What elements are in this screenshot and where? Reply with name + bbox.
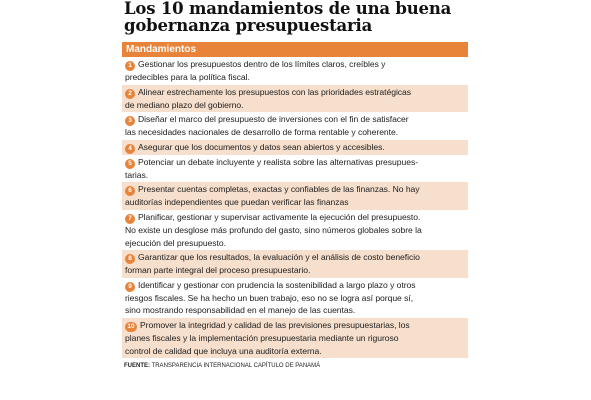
item-text-line [125, 183, 466, 196]
item-text: Diseñar el marco del presupuesto de inversiones con el fin de satisfacer [138, 114, 409, 125]
list-item [122, 155, 468, 183]
item-text-line [125, 237, 466, 250]
number-badge: 10 [125, 322, 137, 332]
item-text: ejecución del presupuesto. [125, 237, 226, 248]
item-text: Asegurar que los documentos y datos sean abiertos y accesibles. [138, 141, 385, 152]
number-badge: 2 [125, 89, 135, 99]
infographic [122, 0, 468, 370]
item-text: Potenciar un debate incluyente y realista sobre las alternativas presupues- [138, 156, 419, 167]
item-text: control de calidad que incluya una auditoría externa. [125, 345, 322, 356]
item-text: tarias. [125, 169, 149, 180]
item-text-line [125, 156, 466, 169]
source-text: TRANSPARENCIA INTERNACIONAL CAPÍTULO DE PANAMÁ [151, 363, 321, 370]
item-text-line [125, 224, 466, 237]
number-badge: 3 [125, 116, 135, 126]
number-badge: 5 [125, 159, 135, 169]
list-item [122, 318, 468, 358]
item-text: forman parte integral del proceso presupuestario. [125, 265, 311, 276]
item-text: planes fiscales y la implementación presupuestaria mediante un riguroso [125, 332, 399, 343]
list-item [122, 57, 468, 85]
number-badge: 9 [125, 282, 135, 292]
item-text-line [125, 196, 466, 209]
item-text: auditorías independientes que puedan verificar las finanzas [125, 197, 349, 208]
item-text-line [125, 71, 466, 84]
item-text: Promover la integridad y calidad de las previsiones presupuestarias, los [140, 319, 410, 330]
list-item [122, 182, 468, 210]
item-text-line [125, 58, 466, 71]
item-text-line [125, 279, 466, 292]
item-text: Planificar, gestionar y supervisar activamente la ejecución del presupuesto. [138, 211, 421, 222]
list-item [122, 85, 468, 113]
item-text: riesgos fiscales. Se ha hecho un buen trabajo, eso no se logra así porque sí, [125, 292, 414, 303]
number-badge: 8 [125, 254, 135, 264]
item-text: las necesidades nacionales de desarrollo de forma rentable y coherente. [125, 127, 399, 138]
list-item [122, 140, 468, 155]
item-text-line [125, 292, 466, 305]
item-text-line [125, 345, 466, 358]
item-text: predecibles para la política fiscal. [125, 72, 250, 82]
item-text: Identificar y gestionar con prudencia la sostenibilidad a largo plazo y otros [138, 279, 416, 290]
item-text: Garantizar que los resultados, la evaluación y el análisis de costo beneficio [138, 252, 420, 263]
item-text-line [125, 99, 466, 112]
item-text-line [125, 141, 466, 154]
section-header: Mandamientos [122, 42, 468, 57]
title-line-1: Los 10 mandamientos de una buena [124, 0, 452, 18]
item-text: No existe un desglose más profundo del gasto, sino números globales sobre la [125, 224, 422, 235]
item-text-line [125, 304, 466, 317]
commandments-list [122, 57, 468, 358]
list-item [122, 278, 468, 318]
item-text-line [125, 251, 466, 264]
item-text-line [125, 86, 466, 99]
page-title [122, 0, 468, 34]
item-text: de mediano plazo del gobierno. [125, 99, 244, 110]
list-item [122, 112, 468, 140]
item-text-line [125, 332, 466, 345]
list-item [122, 210, 468, 250]
item-text-line [125, 211, 466, 224]
item-text-line [125, 264, 466, 277]
title-line-2: gobernanza presupuestaria [124, 16, 373, 35]
item-text: Alinear estrechamente los presupuestos con las prioridades estratégicas [138, 86, 412, 97]
item-text: sino mostrando responsabilidad en el manejo de las cuentas. [125, 305, 356, 316]
item-text-line [125, 126, 466, 139]
item-text: Presentar cuentas completas, exactas y confiables de las finanzas. No hay [138, 184, 420, 195]
number-badge: 6 [125, 186, 135, 196]
number-badge: 1 [125, 61, 135, 71]
source-label: FUENTE: [124, 363, 150, 370]
item-text-line [125, 113, 466, 126]
item-text-line [125, 319, 466, 332]
item-text-line [125, 169, 466, 182]
source-note [122, 362, 468, 370]
number-badge: 4 [125, 144, 135, 154]
item-text: Gestionar los presupuestos dentro de los límites claros, creíbles y [138, 59, 386, 69]
list-item [122, 250, 468, 278]
number-badge: 7 [125, 214, 135, 224]
